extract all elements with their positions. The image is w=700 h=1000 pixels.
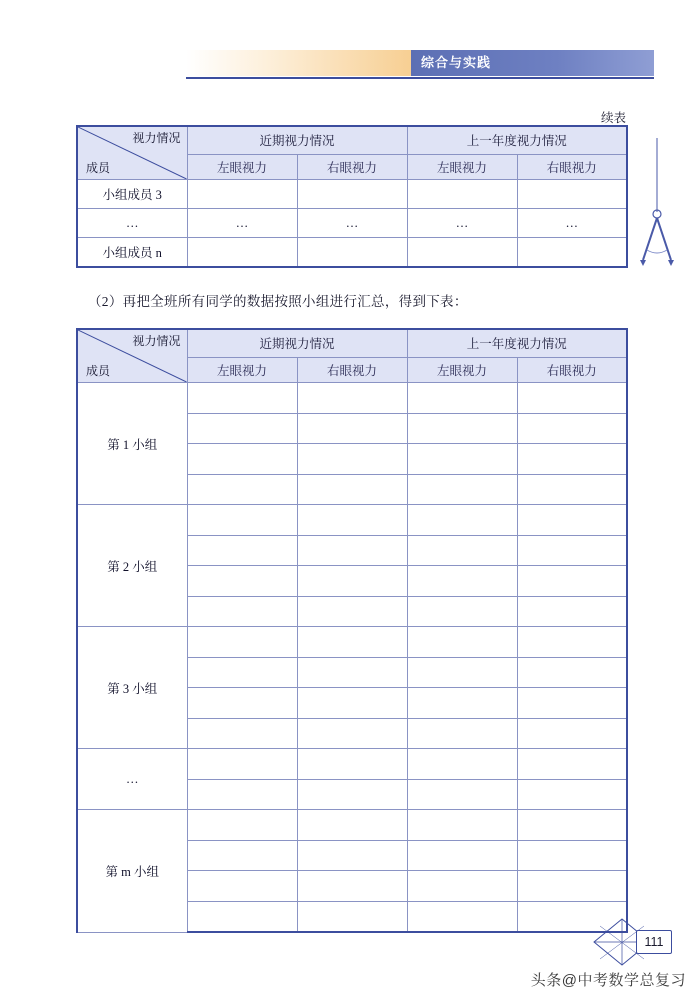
cell (407, 535, 517, 566)
sub-header-left-eye-lastyear: 左眼视力 (407, 357, 517, 382)
sub-header-left-eye-lastyear: 左眼视力 (407, 154, 517, 179)
instruction-text: （2）再把全班所有同学的数据按照小组进行汇总，得到下表： (88, 294, 468, 309)
table-header-row-groups (77, 126, 627, 154)
cell (297, 810, 407, 841)
group-header-recent: 近期视力情况 (187, 126, 407, 154)
cell (407, 596, 517, 627)
cell (407, 383, 517, 414)
corner-label-top-right: 视力情况 (132, 334, 181, 348)
cell (407, 779, 517, 810)
cell (187, 474, 297, 505)
cell (517, 779, 627, 810)
cell: … (517, 209, 627, 238)
compass-decoration-icon (634, 138, 680, 268)
cell (187, 627, 297, 658)
cell (407, 688, 517, 719)
corner-label-bottom-left: 成员 (86, 161, 111, 175)
cell (407, 810, 517, 841)
cell (297, 840, 407, 871)
corner-label-bottom-left: 成员 (86, 364, 111, 378)
class-summary-table (76, 328, 628, 933)
sub-header-right-eye-recent: 右眼视力 (297, 154, 407, 179)
group-label: 第 2 小组 (77, 505, 187, 627)
cell (517, 749, 627, 780)
cell (297, 657, 407, 688)
cell (297, 627, 407, 658)
cell (297, 535, 407, 566)
cell (407, 566, 517, 597)
sub-header-right-eye-lastyear: 右眼视力 (517, 154, 627, 179)
cell (187, 413, 297, 444)
cell (297, 718, 407, 749)
cell (187, 871, 297, 902)
cell (297, 474, 407, 505)
table-row (77, 749, 627, 780)
sub-header-left-eye-recent: 左眼视力 (187, 154, 297, 179)
cell (517, 840, 627, 871)
cell (407, 657, 517, 688)
cell (517, 180, 627, 209)
cell (297, 871, 407, 902)
cell (297, 413, 407, 444)
cell (407, 840, 517, 871)
cell (187, 238, 297, 268)
row-label: 小组成员 n (77, 238, 187, 268)
cell (407, 413, 517, 444)
watermark-text: 头条@中考数学总复习 (530, 972, 686, 989)
cell (407, 901, 517, 932)
chapter-title: 综合与实践 (411, 50, 654, 76)
cell: … (187, 209, 297, 238)
cell (517, 383, 627, 414)
cell (187, 810, 297, 841)
cell (407, 627, 517, 658)
cell (187, 535, 297, 566)
cell (517, 718, 627, 749)
cell: … (407, 209, 517, 238)
cell (187, 383, 297, 414)
cell (407, 505, 517, 536)
vision-record-table-continued (76, 125, 628, 268)
cell (297, 505, 407, 536)
table-row (77, 238, 627, 268)
page-number: 111 (636, 930, 672, 954)
cell (187, 180, 297, 209)
row-label: 小组成员 3 (77, 180, 187, 209)
table-row (77, 209, 627, 238)
cell (517, 627, 627, 658)
cell (517, 413, 627, 444)
continued-table-label: 续表 (600, 111, 626, 125)
cell (297, 901, 407, 932)
cell (407, 238, 517, 268)
cell (517, 474, 627, 505)
cell (297, 688, 407, 719)
page-number-decoration (592, 915, 676, 969)
cell (517, 566, 627, 597)
cell (517, 688, 627, 719)
group-label: 第 m 小组 (77, 810, 187, 933)
table-row (77, 627, 627, 658)
group-label: 第 1 小组 (77, 383, 187, 505)
table-row (77, 810, 627, 841)
table-row (77, 180, 627, 209)
cell (187, 688, 297, 719)
cell (407, 444, 517, 475)
cell (517, 238, 627, 268)
cell (297, 180, 407, 209)
cell (187, 596, 297, 627)
cell (297, 749, 407, 780)
header-orange-gradient (186, 50, 411, 76)
table-header-row-groups (77, 329, 627, 357)
cell (297, 383, 407, 414)
corner-header-cell (77, 329, 187, 383)
cell (407, 749, 517, 780)
cell (297, 444, 407, 475)
cell (517, 810, 627, 841)
corner-label-top-right: 视力情况 (132, 131, 181, 145)
cell: … (297, 209, 407, 238)
corner-header-cell (77, 126, 187, 180)
cell (187, 840, 297, 871)
cell (187, 901, 297, 932)
cell (517, 596, 627, 627)
sub-header-right-eye-recent: 右眼视力 (297, 357, 407, 382)
group-label: 第 3 小组 (77, 627, 187, 749)
header-rule (186, 77, 654, 79)
cell (517, 505, 627, 536)
group-label: … (77, 749, 187, 810)
cell (517, 535, 627, 566)
cell (187, 657, 297, 688)
cell (297, 566, 407, 597)
cell (187, 718, 297, 749)
group-header-last-year: 上一年度视力情况 (407, 329, 627, 357)
chapter-header-banner (186, 50, 654, 76)
group-header-recent: 近期视力情况 (187, 329, 407, 357)
cell (407, 474, 517, 505)
cell (407, 180, 517, 209)
row-label: … (77, 209, 187, 238)
table-row (77, 505, 627, 536)
cell (187, 566, 297, 597)
cell (297, 779, 407, 810)
cell (517, 444, 627, 475)
cell (517, 871, 627, 902)
cell (297, 238, 407, 268)
table-row (77, 383, 627, 414)
cell (187, 505, 297, 536)
cell (187, 779, 297, 810)
group-header-last-year: 上一年度视力情况 (407, 126, 627, 154)
cell (187, 749, 297, 780)
cell (517, 657, 627, 688)
cell (407, 718, 517, 749)
cell (297, 596, 407, 627)
sub-header-left-eye-recent: 左眼视力 (187, 357, 297, 382)
cell (187, 444, 297, 475)
cell (407, 871, 517, 902)
sub-header-right-eye-lastyear: 右眼视力 (517, 357, 627, 382)
